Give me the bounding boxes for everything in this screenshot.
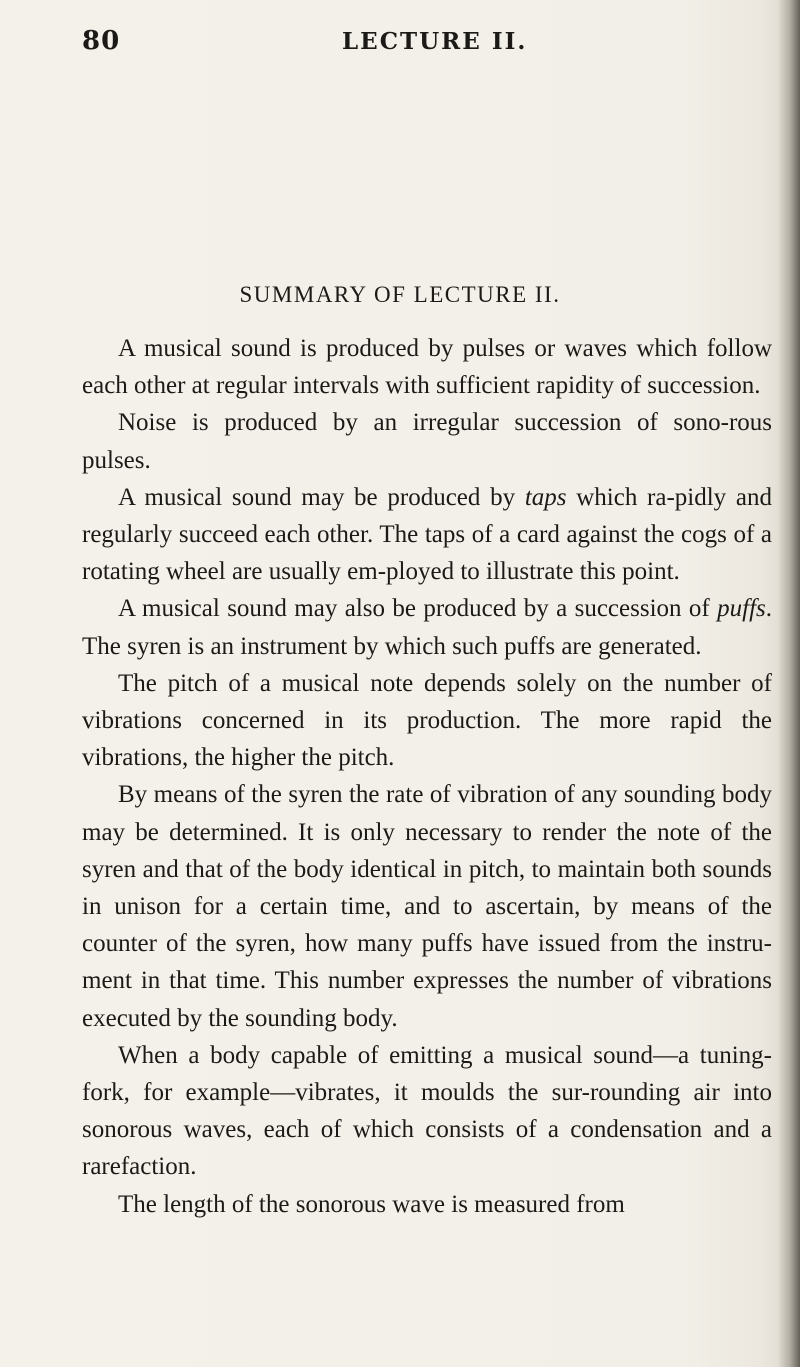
emphasis-puffs: puffs (717, 595, 766, 623)
running-head: LECTURE II. (342, 28, 528, 55)
paragraph-3 (82, 479, 772, 591)
paragraph-text: A musical sound may be produced by (118, 483, 525, 511)
emphasis-taps: taps (524, 483, 567, 511)
body-text (82, 330, 772, 1223)
paragraph-6 (82, 776, 772, 1036)
paragraph-text: . The syren is an instrument by which such puffs are generated. (82, 595, 772, 660)
paragraph-text: Noise is produced by an irregular succession of sono-rous pulses. (82, 409, 772, 474)
paragraph-text: The length of the sonorous wave is measured from (118, 1190, 625, 1218)
paragraph-5 (82, 665, 772, 777)
paragraph-text: which ra-pidly and regularly succeed each other. The taps of a card against the cogs of a rotating wheel are usually em-ployed to illustrate this point. (82, 483, 772, 586)
paragraph-8 (82, 1186, 772, 1223)
page-header (82, 26, 772, 66)
page-number: 80 (82, 26, 121, 56)
paragraph-text: The pitch of a musical note depends solely on the number of vibrations concerned in its production. The more rapid the vibrations, the higher the pitch. (82, 669, 772, 772)
paragraph-4 (82, 590, 772, 664)
section-title: SUMMARY OF LECTURE II. (239, 282, 561, 307)
paragraph-text: When a body capable of emitting a musical sound—a tuning-fork, for example—vibrates, it moulds the sur-rounding air into sonorous waves, each of which consists of a condensation and a rarefaction. (82, 1041, 772, 1181)
paragraph-text: By means of the syren the rate of vibration of any sounding body may be determined. It is only necessary to render the note of the syren and that of the body identical in pitch, to maintain both sounds in unison for a certain time, and to ascertain, by means of the counter of the syren, how many puffs have issued from the instru-ment in that time. This number expresses the number of vibrations executed by the sounding body. (82, 781, 772, 1032)
paragraph-7 (82, 1037, 772, 1186)
paragraph-text: A musical sound is produced by pulses or waves which follow each other at regular intervals with sufficient rapidity of succession. (82, 335, 772, 400)
page-edge-shadow (778, 0, 800, 1367)
paragraph-1 (82, 330, 772, 404)
paragraph-2 (82, 404, 772, 478)
paragraph-text: A musical sound may also be produced by a succession of (118, 595, 718, 623)
